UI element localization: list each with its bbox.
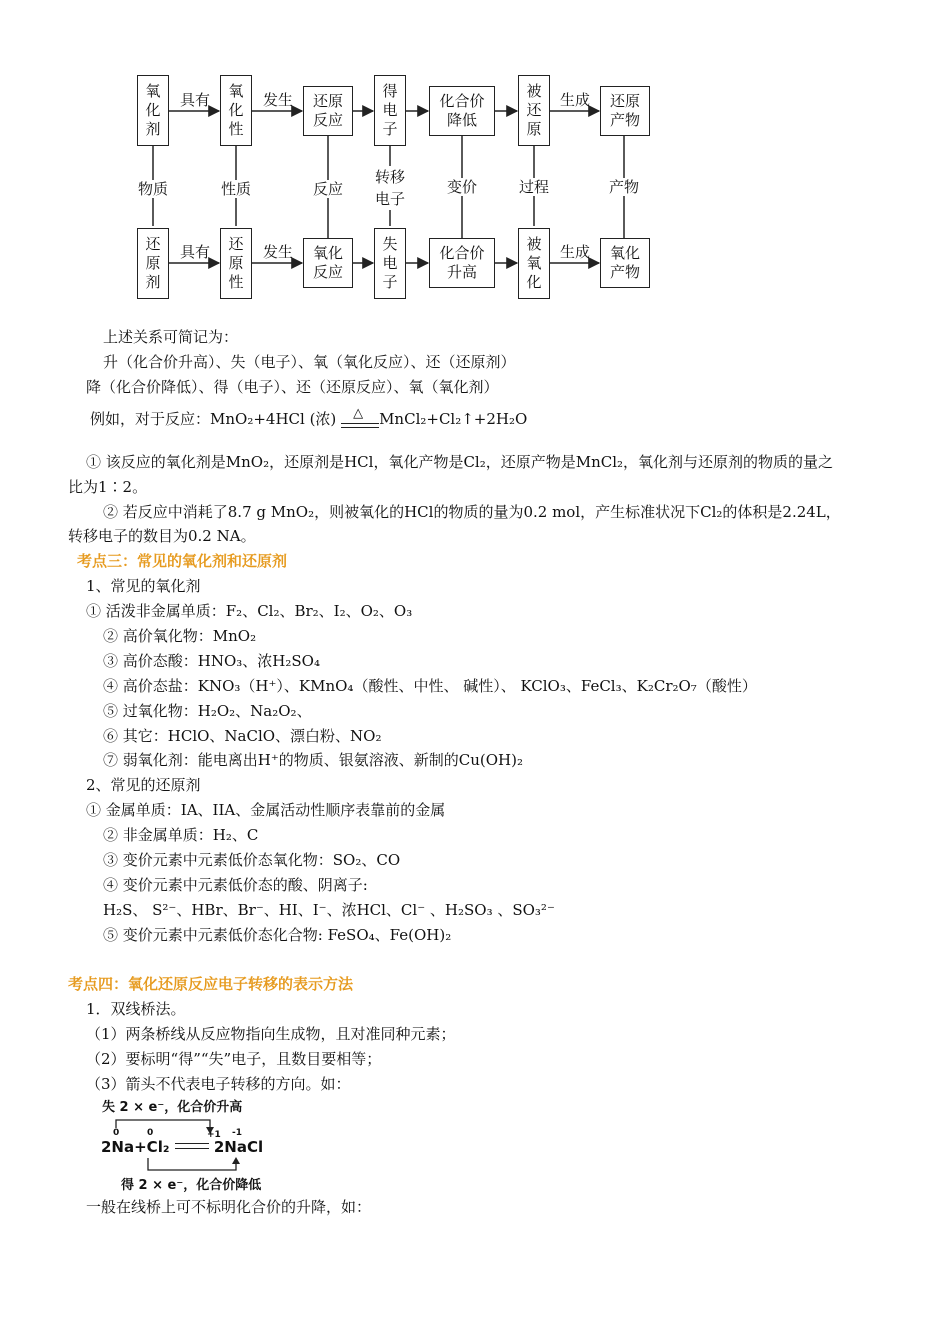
box-oxidant: 氧 化 剂	[137, 75, 169, 146]
reductant-title: 2、常见的还原剂	[86, 776, 201, 794]
heading-point-4: 考点四：氧化还原反应电子转移的表示方法	[68, 975, 354, 993]
reductant-item-4-list: H₂S、 S²⁻、HBr、Br⁻、HI、I⁻、浓HCl、Cl⁻ 、H₂SO₃ 、SO₃²⁻	[103, 901, 555, 919]
box-reductant: 还 原 剂	[137, 228, 169, 299]
box-oxidizing-property: 氧 化 性	[220, 75, 252, 146]
method-1-rule-3: （3）箭头不代表电子转移的方向。如：	[86, 1075, 351, 1093]
bridge-equation	[101, 1138, 263, 1156]
heat-equals-sign	[341, 406, 379, 429]
bridge-eq-sign	[175, 1143, 209, 1149]
box-valence-increase: 化合价 升高	[429, 238, 495, 288]
reductant-item-5: ⑤ 变价元素中元素低价态化合物: FeSO₄、Fe(OH)₂	[103, 926, 452, 944]
box-lose-electron: 失 电 子	[374, 228, 406, 299]
ox-state-cl-minus: -1	[232, 1128, 242, 1138]
example-reaction	[90, 406, 528, 429]
oxidant-title: 1、常见的氧化剂	[86, 577, 201, 595]
point-2-line-1: ② 若反应中消耗了8.7 g MnO₂，则被氧化的HCl的物质的量为0.2 mol，产生标准状况下Cl₂的体积是2.24L，	[103, 503, 841, 521]
ox-state-na: 0	[113, 1128, 120, 1138]
label-valence-change: 变价	[437, 178, 487, 196]
label-occur-bottom: 发生	[262, 243, 293, 261]
closing-note: 一般在线桥上可不标明化合价的升降，如：	[86, 1198, 372, 1216]
bridge-bottom-arrowhead	[232, 1157, 240, 1164]
box-gain-electron: 得 电 子	[374, 75, 406, 146]
bridge-eq-right: 2NaCl	[213, 1138, 264, 1156]
label-produce-bottom: 生成	[559, 243, 590, 261]
reductant-item-2: ② 非金属单质：H₂、C	[103, 826, 259, 844]
label-property: 性质	[211, 180, 261, 198]
oxidant-item-7: ⑦ 弱氧化剂：能电离出H⁺的物质、银氨溶液、新制的Cu(OH)₂	[103, 751, 524, 769]
example-lhs: MnO₂+4HCl (浓)	[210, 410, 337, 428]
equals-line-2	[341, 427, 379, 428]
oxidant-item-1: ① 活泼非金属单质：F₂、Cl₂、Br₂、I₂、O₂、O₃	[86, 602, 413, 620]
label-reaction: 反应	[303, 180, 353, 198]
point-2-line-2: 转移电子的数目为0.2 NA。	[68, 527, 256, 545]
label-transfer-electron: 转移 电子	[365, 166, 415, 210]
summary-line-1: 升（化合价升高）、失（电子）、氧（氧化反应）、还（还原剂）	[103, 353, 516, 371]
oxidant-item-6: ⑥ 其它：HClO、NaClO、漂白粉、NO₂	[103, 727, 382, 745]
summary-line-2: 降（化合价降低）、得（电子）、还（还原反应）、氧（氧化剂）	[86, 378, 499, 396]
box-valence-decrease: 化合价 降低	[429, 86, 495, 136]
oxidant-item-5: ⑤ 过氧化物：H₂O₂、Na₂O₂、	[103, 702, 312, 720]
label-product: 产物	[599, 178, 649, 196]
bridge-gain-label: 得 2 × e⁻，化合价降低	[121, 1178, 262, 1193]
heading-point-3: 考点三：常见的氧化剂和还原剂	[77, 552, 288, 570]
bridge-lose-label: 失 2 × e⁻，化合价升高	[102, 1100, 243, 1115]
label-has-bottom: 具有	[179, 243, 210, 261]
equals-line-1	[341, 423, 379, 424]
label-process: 过程	[509, 178, 559, 196]
box-oxidized: 被 氧 化	[518, 228, 550, 299]
bridge-top-line	[116, 1120, 210, 1132]
bridge-bottom-line	[148, 1158, 236, 1170]
label-produce-top: 生成	[559, 91, 590, 109]
oxidant-item-2: ② 高价氧化物：MnO₂	[103, 627, 257, 645]
reductant-item-4: ④ 变价元素中元素低价态的酸、阴离子:	[103, 876, 368, 894]
ox-state-na-plus: +1	[207, 1130, 221, 1140]
ox-state-cl: 0	[147, 1128, 154, 1138]
box-reduction-product: 还原 产物	[600, 86, 650, 136]
oxidant-item-4: ④ 高价态盐：KNO₃（H⁺）、KMnO₄（酸性、中性、 碱性）、 KClO₃、FeCl₃、K₂Cr₂O₇（酸性）	[103, 677, 757, 695]
method-1-rule-2: （2）要标明“得”“失”电子，且数目要相等；	[86, 1050, 382, 1068]
heat-symbol: △	[353, 406, 364, 421]
label-substance: 物质	[128, 180, 178, 198]
box-oxidation-reaction: 氧化 反应	[303, 238, 353, 288]
reductant-item-3: ③ 变价元素中元素低价态氧化物：SO₂、CO	[103, 851, 401, 869]
box-reduction-reaction: 还原 反应	[303, 86, 353, 136]
reductant-item-1: ① 金属单质：IA、IIA、金属活动性顺序表靠前的金属	[86, 801, 446, 819]
box-reduced: 被 还 原	[518, 75, 550, 146]
example-rhs: MnCl₂+Cl₂↑+2H₂O	[379, 410, 528, 428]
method-1-rule-1: （1）两条桥线从反应物指向生成物，且对准同种元素；	[86, 1025, 456, 1043]
box-oxidation-product: 氧化 产物	[600, 238, 650, 288]
label-occur-top: 发生	[262, 91, 293, 109]
oxidant-item-3: ③ 高价态酸：HNO₃、浓H₂SO₄	[103, 652, 320, 670]
point-1-line-1: ① 该反应的氧化剂是MnO₂，还原剂是HCl，氧化产物是Cl₂，还原产物是MnCl₂，氧化剂与还原剂的物质的量之	[86, 453, 834, 471]
bridge-eq-left: 2Na+Cl₂	[101, 1138, 170, 1156]
box-reducing-property: 还 原 性	[220, 228, 252, 299]
summary-intro: 上述关系可简记为：	[103, 328, 239, 346]
label-has-top: 具有	[179, 91, 210, 109]
example-prefix: 例如，对于反应：	[90, 410, 211, 428]
method-1-title: 1．双线桥法。	[86, 1000, 186, 1018]
point-1-line-2: 比为1∶2。	[68, 478, 148, 496]
